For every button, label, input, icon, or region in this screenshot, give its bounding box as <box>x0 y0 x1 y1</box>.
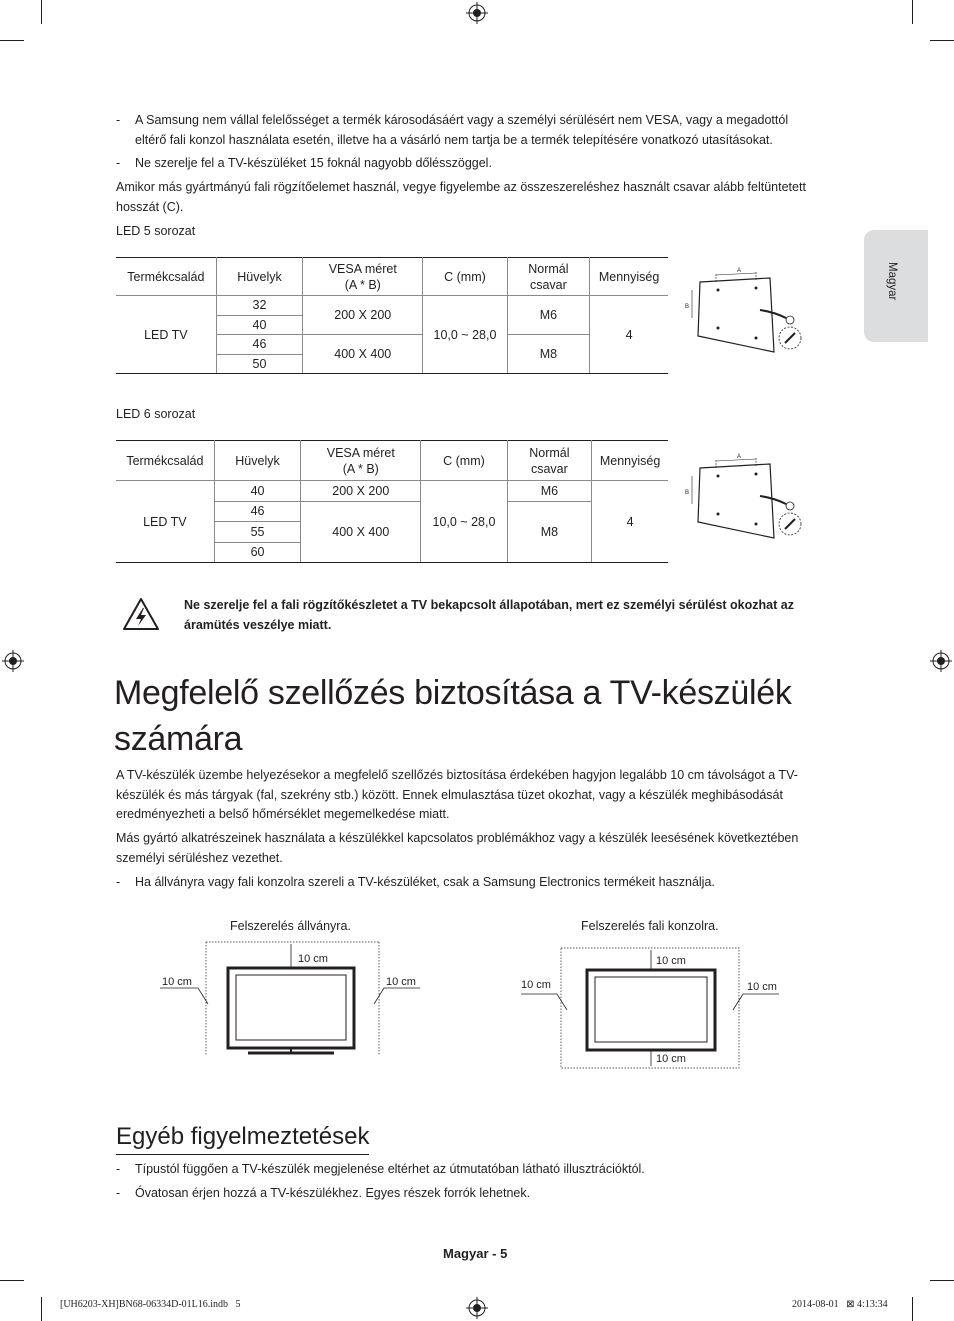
dash-marker: - <box>116 113 121 127</box>
language-side-tab <box>864 230 928 342</box>
ventilation-title <box>114 670 854 762</box>
col-inch: Hüvelyk <box>216 258 303 296</box>
ventilation-paragraph-1: A TV-készülék üzembe helyezésekor a megfelelő szellőzés biztosítása érdekében hagyjon legalább 10 cm távolságot a TV-készülék és más tárgyak (fal, szekrény stb.) között. Ennek elmulasztása tüzet okozhat, vagy a készülék meghibásodását eredményezheti a belső hőmérséklet megemelkedése miatt. <box>116 768 798 821</box>
led5-title: LED 5 sorozat <box>116 224 196 238</box>
page-number: Magyar - 5 <box>443 1246 508 1261</box>
screw-cell: M8 <box>507 501 592 563</box>
stand-ventilation-diagram <box>150 938 430 1060</box>
inch-cell: 50 <box>216 354 303 374</box>
note-item <box>116 111 822 150</box>
dimension-b-label: B <box>685 304 690 310</box>
vesa-cell: 200 X 200 <box>301 481 421 502</box>
footer-date: 2014-08-01 ⊠ 4:13:34 <box>792 1299 888 1310</box>
registration-mark-bottom <box>466 1297 488 1319</box>
ventilation-note <box>116 873 822 893</box>
gap-label-bottom: 10 cm <box>656 1053 686 1065</box>
col-c: C (mm) <box>421 441 507 481</box>
gap-label-left: 10 cm <box>521 979 551 991</box>
dash-marker: - <box>116 156 121 170</box>
wall-ventilation-diagram <box>515 944 795 1072</box>
screw-cell: M8 <box>507 335 590 374</box>
intro-paragraph: Amikor más gyártmányú fali rögzítőelemet használ, vegye figyelembe az összeszereléshez használt csavar alább feltüntetett hosszát (C). <box>116 180 806 214</box>
ventilation-title-line2: számára <box>114 720 243 758</box>
note-text: Ne szerelje fel a TV-készüléket 15 foknál nagyobb dőlésszöggel. <box>135 156 492 170</box>
note-text: Ha állványra vagy fali konzolra szereli a TV-készüléket, csak a Samsung Electronics termékeit használja. <box>135 875 715 889</box>
vesa-cell: 200 X 200 <box>303 296 423 335</box>
qty-cell: 4 <box>590 296 668 374</box>
gap-label-top: 10 cm <box>656 955 686 967</box>
note-text: A Samsung nem vállal felelősséget a termék károsodásáért vagy a személyi sérülésért nem VESA, vagy a megadottól eltérő fali konzol használata esetén, illetve ha a vásárló nem tartja be a termék telepítésére vonatkozó utasításokat. <box>135 113 789 147</box>
gap-label-top: 10 cm <box>298 953 328 965</box>
registration-mark-right <box>930 650 952 672</box>
inch-cell: 60 <box>214 542 301 563</box>
screw-cell: M6 <box>507 481 592 502</box>
dimension-a-label: A <box>737 268 742 274</box>
gap-label-left: 10 cm <box>162 976 192 988</box>
note-item <box>116 154 822 174</box>
other-item <box>116 1160 822 1180</box>
other-item-text: Óvatosan érjen hozzá a TV-készülékhez. Egyes részek forrók lehetnek. <box>135 1186 531 1200</box>
wall-mount-diagram-led6 <box>682 452 810 546</box>
led6-title: LED 6 sorozat <box>116 407 196 421</box>
wall-mount-diagram-led5 <box>682 266 810 360</box>
dimension-a-label: A <box>737 454 742 460</box>
warning-text: Ne szerelje fel a fali rögzítőkészletet a TV bekapcsolt állapotában, mert ez személyi sérülést okozhat az áramütés veszélye miatt. <box>184 598 794 632</box>
ventilation-paragraph-2: Más gyártó alkatrészeinek használata a készülékkel kapcsolatos problémákhoz vagy a készülék leesésének következtében személyi sérüléshez vezethet. <box>116 831 799 865</box>
c-cell: 10,0 ~ 28,0 <box>421 481 507 563</box>
stand-caption: Felszerelés állványra. <box>230 919 351 933</box>
other-item-text: Típustól függően a TV-készülék megjelenése eltérhet az útmutatóban látható illusztrációktól. <box>135 1162 645 1176</box>
inch-cell: 40 <box>214 481 301 502</box>
family-cell: LED TV <box>116 296 216 374</box>
col-family: Termékcsalád <box>116 258 216 296</box>
inch-cell: 32 <box>216 296 303 316</box>
col-qty: Mennyiség <box>590 258 668 296</box>
gap-label-right: 10 cm <box>386 976 416 988</box>
c-cell: 10,0 ~ 28,0 <box>423 296 507 374</box>
inch-cell: 46 <box>216 335 303 355</box>
col-inch: Hüvelyk <box>214 441 301 481</box>
dash-marker: - <box>116 1162 121 1176</box>
qty-cell: 4 <box>592 481 668 563</box>
registration-mark-top <box>466 2 488 24</box>
col-qty: Mennyiség <box>592 441 668 481</box>
dash-marker: - <box>116 1186 121 1200</box>
footer-file: [UH6203-XH]BN68-06334D-01L16.indb 5 <box>60 1299 241 1310</box>
led6-table <box>116 440 668 563</box>
dash-marker: - <box>116 875 121 889</box>
col-c: C (mm) <box>423 258 507 296</box>
col-vesa: VESA méret (A * B) <box>303 258 423 296</box>
family-cell: LED TV <box>116 481 214 563</box>
inch-cell: 46 <box>214 501 301 522</box>
col-screw: Normál csavar <box>507 441 592 481</box>
led5-table <box>116 257 668 374</box>
electric-warning-icon <box>122 597 160 631</box>
wall-caption: Felszerelés fali konzolra. <box>581 919 719 933</box>
ventilation-title-line1: Megfelelő szellőzés biztosítása a TV-készülék <box>114 674 792 712</box>
vesa-cell: 400 X 400 <box>303 335 423 374</box>
other-item <box>116 1184 822 1204</box>
col-vesa: VESA méret (A * B) <box>301 441 421 481</box>
language-side-tab-label: Magyar <box>886 262 898 301</box>
screw-cell: M6 <box>507 296 590 335</box>
col-screw: Normál csavar <box>507 258 590 296</box>
inch-cell: 40 <box>216 315 303 335</box>
gap-label-right: 10 cm <box>747 981 777 993</box>
other-warnings-title: Egyéb figyelmeztetések <box>116 1122 369 1155</box>
col-family: Termékcsalád <box>116 441 214 481</box>
registration-mark-left <box>2 650 24 672</box>
inch-cell: 55 <box>214 522 301 543</box>
dimension-b-label: B <box>685 490 690 496</box>
vesa-cell: 400 X 400 <box>301 501 421 563</box>
